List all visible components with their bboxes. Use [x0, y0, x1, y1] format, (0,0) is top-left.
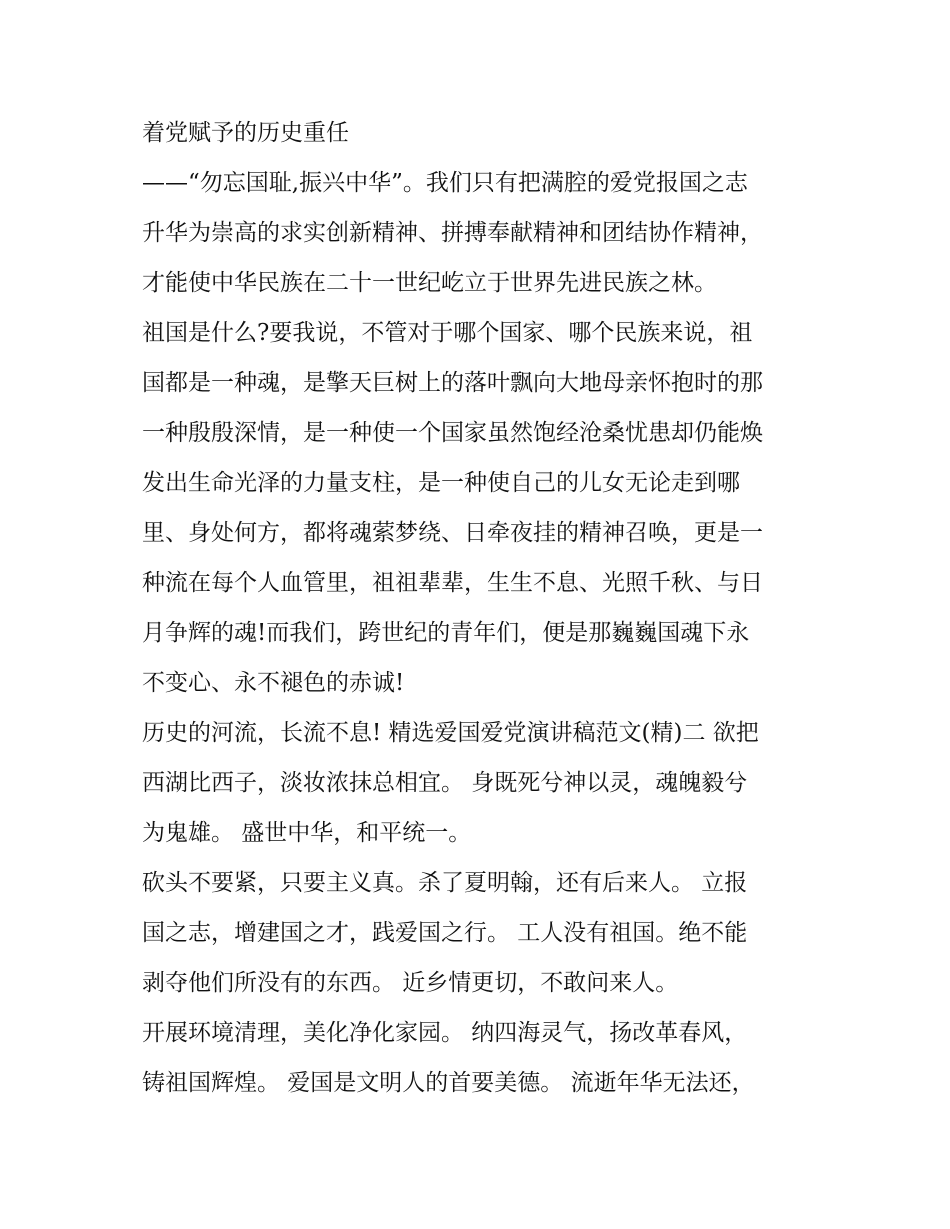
text-line: 不变心、永不褪色的赤诚! — [142, 670, 405, 696]
text-line: 砍头不要紧，只要主义真。杀了夏明翰，还有后来人。 立报 — [142, 870, 748, 896]
text-line: 剥夺他们所没有的东西。 近乡情更切，不敢问来人。 — [142, 970, 679, 996]
text-line: 为鬼雄。 盛世中华，和平统一。 — [142, 820, 472, 846]
text-line: 开展环境清理，美化净化家园。 纳四海灵气，扬改革春风， — [142, 1020, 748, 1046]
text-line: 种流在每个人血管里，祖祖辈辈，生生不息、光照千秋、与日 — [142, 570, 763, 596]
text-line: 里、身处何方，都将魂萦梦绕、日牵夜挂的精神召唤，更是一 — [142, 520, 763, 546]
text-line: 铸祖国辉煌。 爱国是文明人的首要美德。 流逝年华无法还， — [142, 1070, 755, 1096]
text-line: 才能使中华民族在二十一世纪屹立于世界先进民族之林。 — [142, 270, 717, 296]
text-line: 一种殷殷深情，是一种使一个国家虽然饱经沧桑忧患却仍能焕 — [142, 420, 763, 446]
text-line: 升华为崇高的求实创新精神、拼搏奉献精神和团结协作精神， — [142, 220, 763, 246]
text-line: ——“勿忘国耻,振兴中华”。我们只有把满腔的爱党报国之志 — [142, 170, 748, 196]
text-line: 祖国是什么?要我说，不管对于哪个国家、哪个民族来说，祖 — [142, 320, 753, 346]
text-line: 国之志，增建国之才，践爱国之行。 工人没有祖国。绝不能 — [142, 920, 748, 946]
text-line: 月争辉的魂!而我们，跨世纪的青年们，便是那巍巍国魂下永 — [142, 620, 750, 646]
text-line: 西湖比西子，淡妆浓抹总相宜。 身既死兮神以灵，魂魄毅兮 — [142, 770, 748, 796]
text-line: 国都是一种魂，是擎天巨树上的落叶飘向大地母亲怀抱时的那 — [142, 370, 763, 396]
text-line: 着党赋予的历史重任 — [142, 120, 349, 146]
text-line: 历史的河流，长流不息! 精选爱国爱党演讲稿范文(精)二 欲把 — [142, 720, 759, 746]
document-body — [142, 108, 822, 1108]
text-line: 发出生命光泽的力量支柱，是一种使自己的儿女无论走到哪 — [142, 470, 740, 496]
